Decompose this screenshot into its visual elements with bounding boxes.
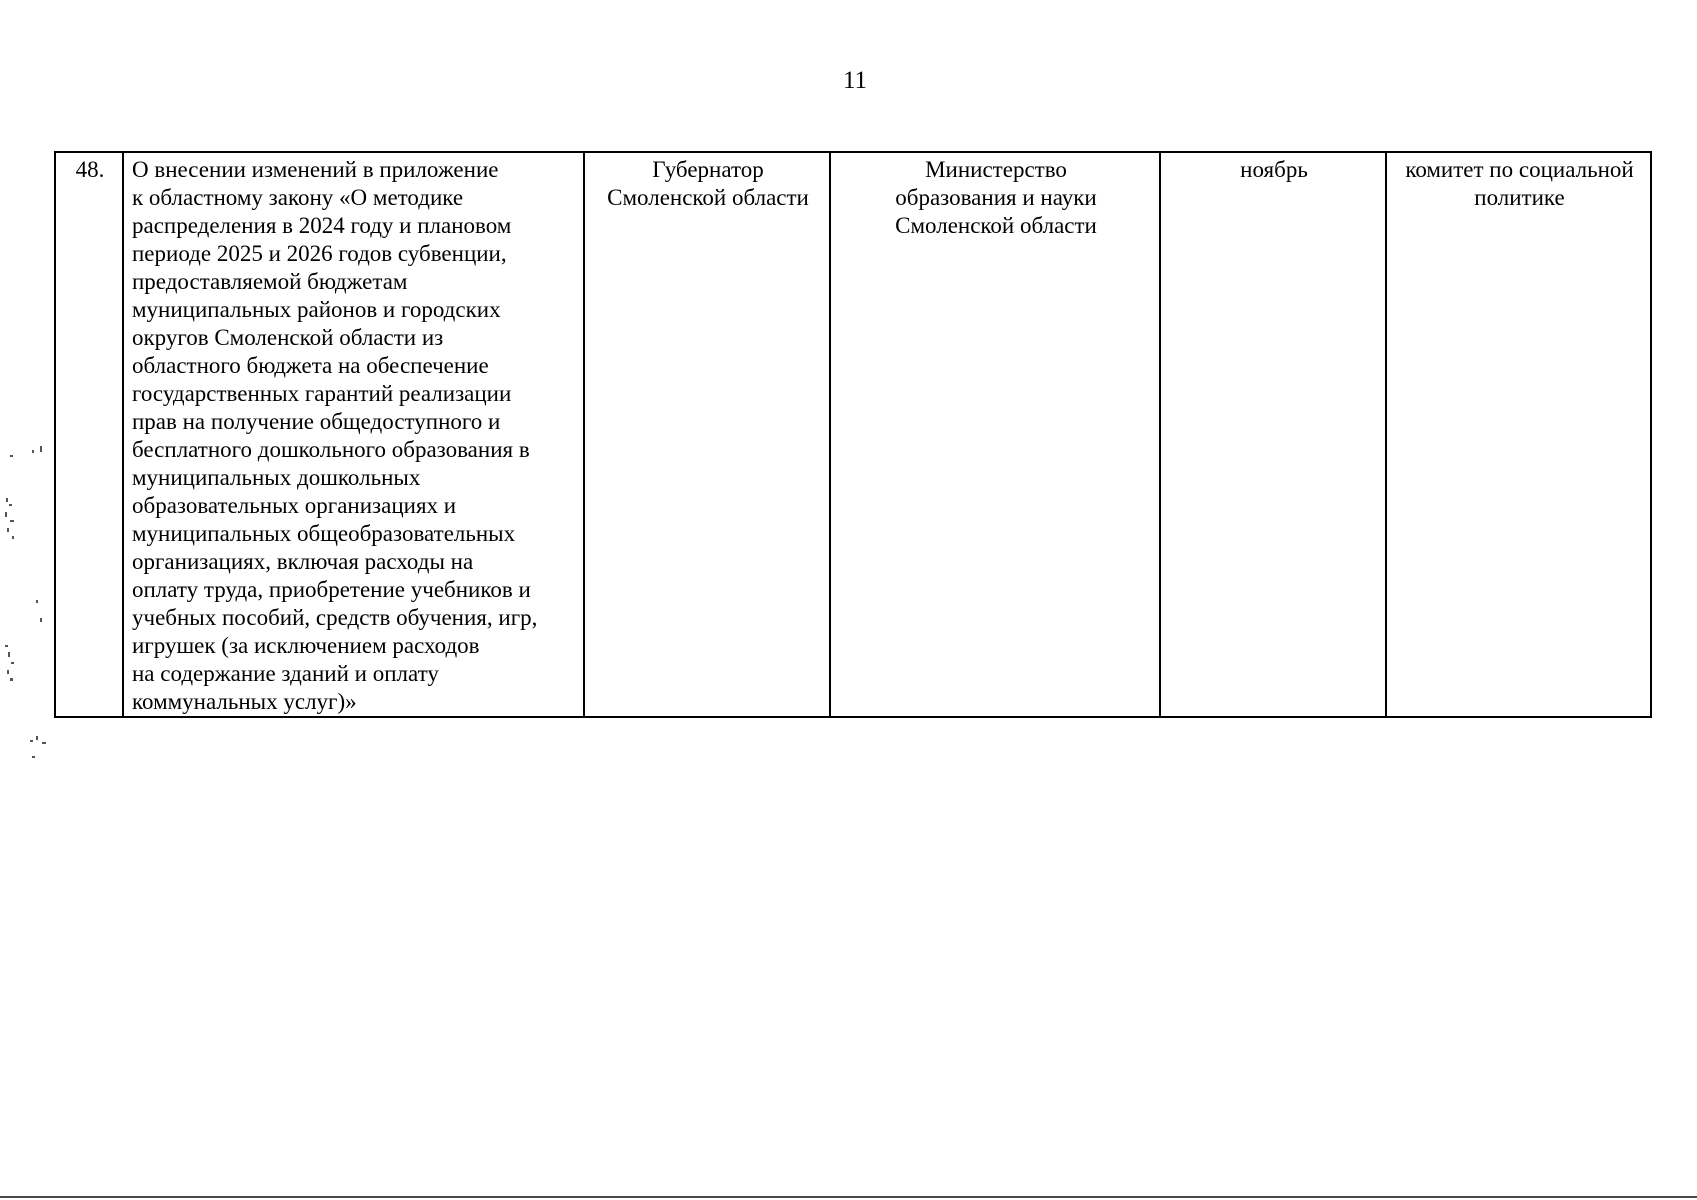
row-number-cell xyxy=(55,152,123,717)
responsible-body: Министерство образования и науки Смоленской области xyxy=(895,157,1097,238)
scan-artifacts xyxy=(2,440,62,770)
committee-cell xyxy=(1386,152,1651,717)
term: ноябрь xyxy=(1240,157,1308,182)
committee: комитет по социальной политике xyxy=(1405,157,1634,210)
bottom-border-line xyxy=(0,1196,1697,1198)
legislation-plan-table xyxy=(54,151,1652,718)
page-number: 11 xyxy=(842,67,868,94)
initiator: Губернатор Смоленской области xyxy=(607,157,809,210)
initiator-cell xyxy=(584,152,830,717)
table-row xyxy=(55,152,1651,717)
responsible-body-cell xyxy=(830,152,1160,717)
term-cell xyxy=(1160,152,1386,717)
row-number: 48. xyxy=(75,157,105,182)
bill-title-cell xyxy=(123,152,584,717)
bill-title: О внесении изменений в приложение к областному закону «О методике распределения в 2024 году и плановом периоде 2025 и 2026 годов субвенции, предоставляемой бюджетам муниципальных районов и городских округов Смоленской области из областного бюджета на обеспечение государственных гарантий реализации прав на получение общедоступного и бесплатного дошкольного образования в муниципальных дошкольных образовательных организациях и муниципальных общеобразовательных организациях, включая расходы на оплату труда, приобретение учебников и учебных пособий, средств обучения, игр, игрушек (за исключением расходов на содержание зданий и оплату коммунальных услуг)» xyxy=(132,157,538,714)
